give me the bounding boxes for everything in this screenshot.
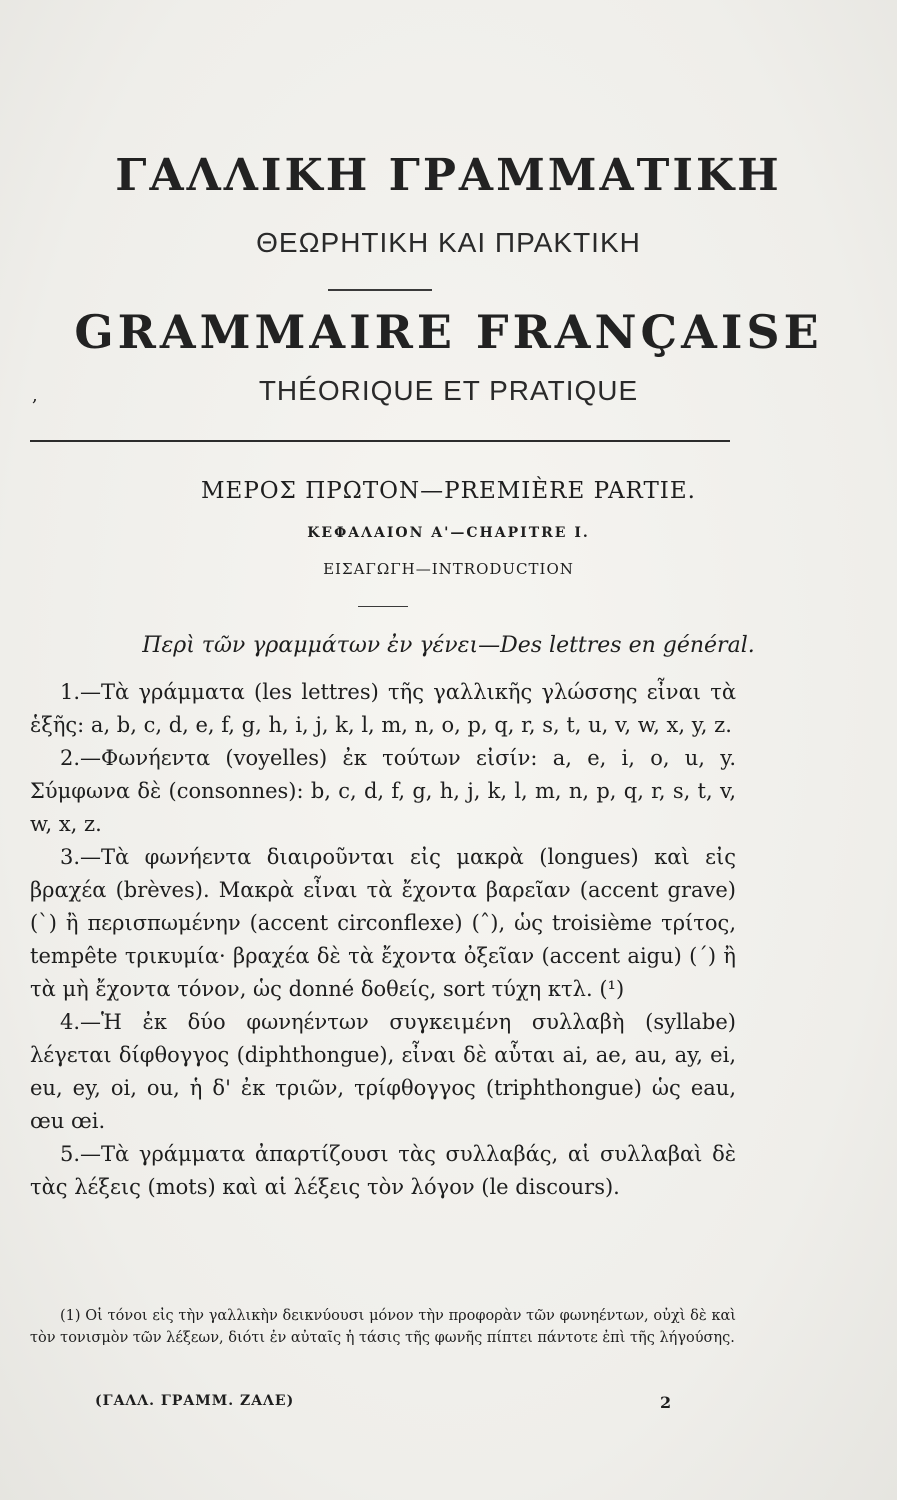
- printer-signature: (ΓΑΛΛ. ΓΡΑΜΜ. ΖΑΛΕ): [95, 1393, 295, 1409]
- introduction-title: ΕΙΣΑΓΩΓΗ—INTRODUCTION: [323, 560, 574, 578]
- header-rule: [30, 440, 730, 442]
- margin-mark: ,: [32, 385, 38, 406]
- page-mark: 2: [660, 1393, 672, 1412]
- section-divider: [358, 606, 408, 607]
- footnote: [30, 1305, 736, 1349]
- paragraph-5: 5.—Τὰ γράμματα ἀπαρτίζουσι τὰς συλλαβάς, αἱ συλλαβαὶ δὲ τὰς λέξεις (mots) καὶ αἱ λέξεις τὸν λόγον (le discours).: [30, 1142, 736, 1199]
- footnote-text: (1) Οἱ τόνοι εἰς τὴν γαλλικὴν δεικνύουσι μόνον τὴν προφορὰν τῶν φωνηέντων, οὐχὶ δὲ καὶ τὸν τονισμὸν τῶν λέξεων, διότι ἐν αὐταῖς ἡ τάσις τῆς φωνῆς πίπτει πάντοτε ἐπὶ τῆς λήγούσης.: [30, 1308, 736, 1346]
- part-title: ΜΕΡΟΣ ΠΡΩΤΟΝ—PREMIÈRE PARTIE.: [200, 478, 696, 504]
- greek-subtitle: ΘΕΩΡΗΤΙΚΗ ΚΑΙ ΠΡΑΚΤΙΚΗ: [256, 227, 641, 258]
- paragraph-1: 1.—Τὰ γράμματα (les lettres) τῆς γαλλικῆς γλώσσης εἶναι τὰ ἑξῆς: a, b, c, d, e, f, g, h, i, j, k, l, m, n, o, p, q, r, s, t, u, v, w, x, y, z.: [30, 680, 736, 737]
- french-title: GRAMMAIRE FRANÇAISE: [74, 305, 823, 359]
- french-subtitle: THÉORIQUE ET PRATIQUE: [258, 375, 639, 406]
- greek-title: ΓΑΛΛΙΚΗ ΓΡΑΜΜΑΤΙΚΗ: [115, 150, 782, 201]
- chapter-title: ΚΕΦΑΛΑΙΟΝ Α'—CHAPITRE I.: [307, 525, 590, 541]
- title-divider: [328, 289, 432, 291]
- paragraph-3: 3.—Τὰ φωνήεντα διαιροῦνται εἰς μακρὰ (longues) καὶ εἰς βραχέα (brèves). Μακρὰ εἶναι τὰ ἔχοντα βαρεῖαν (accent grave) (`) ἢ περισπωμένην (accent circonflexe) (ˆ), ὡς troisième τρίτος, tempête τρικυμία· βραχέα δὲ τὰ ἔχοντα ὀξεῖαν (accent aigu) (´) ἢ τὰ μὴ ἔχοντα τόνον, ὡς donné δοθείς, sort τύχη κτλ. (¹): [30, 845, 736, 1001]
- paragraph-2: 2.—Φωνήεντα (voyelles) ἐκ τούτων εἰσίν: a, e, i, o, u, y. Σύμφωνα δὲ (consonnes): b, c, d, f, g, h, j, k, l, m, n, p, q, r, s, t, v, w, x, z.: [30, 746, 736, 836]
- paragraph-4: 4.—Ἡ ἐκ δύο φωνηέντων συγκειμένη συλλαβὴ (syllabe) λέγεται δίφθογγος (diphthongue), εἶναι δὲ αὗται ai, ae, au, ay, ei, eu, ey, oi, ou, ἡ δ' ἐκ τριῶν, τρίφθογγος (triphthongue) ὡς eau, œu œi.: [30, 1010, 736, 1133]
- section-title: Περὶ τῶν γραμμάτων ἐν γένει—Des lettres en général.: [142, 633, 755, 658]
- body-text: [30, 676, 736, 1204]
